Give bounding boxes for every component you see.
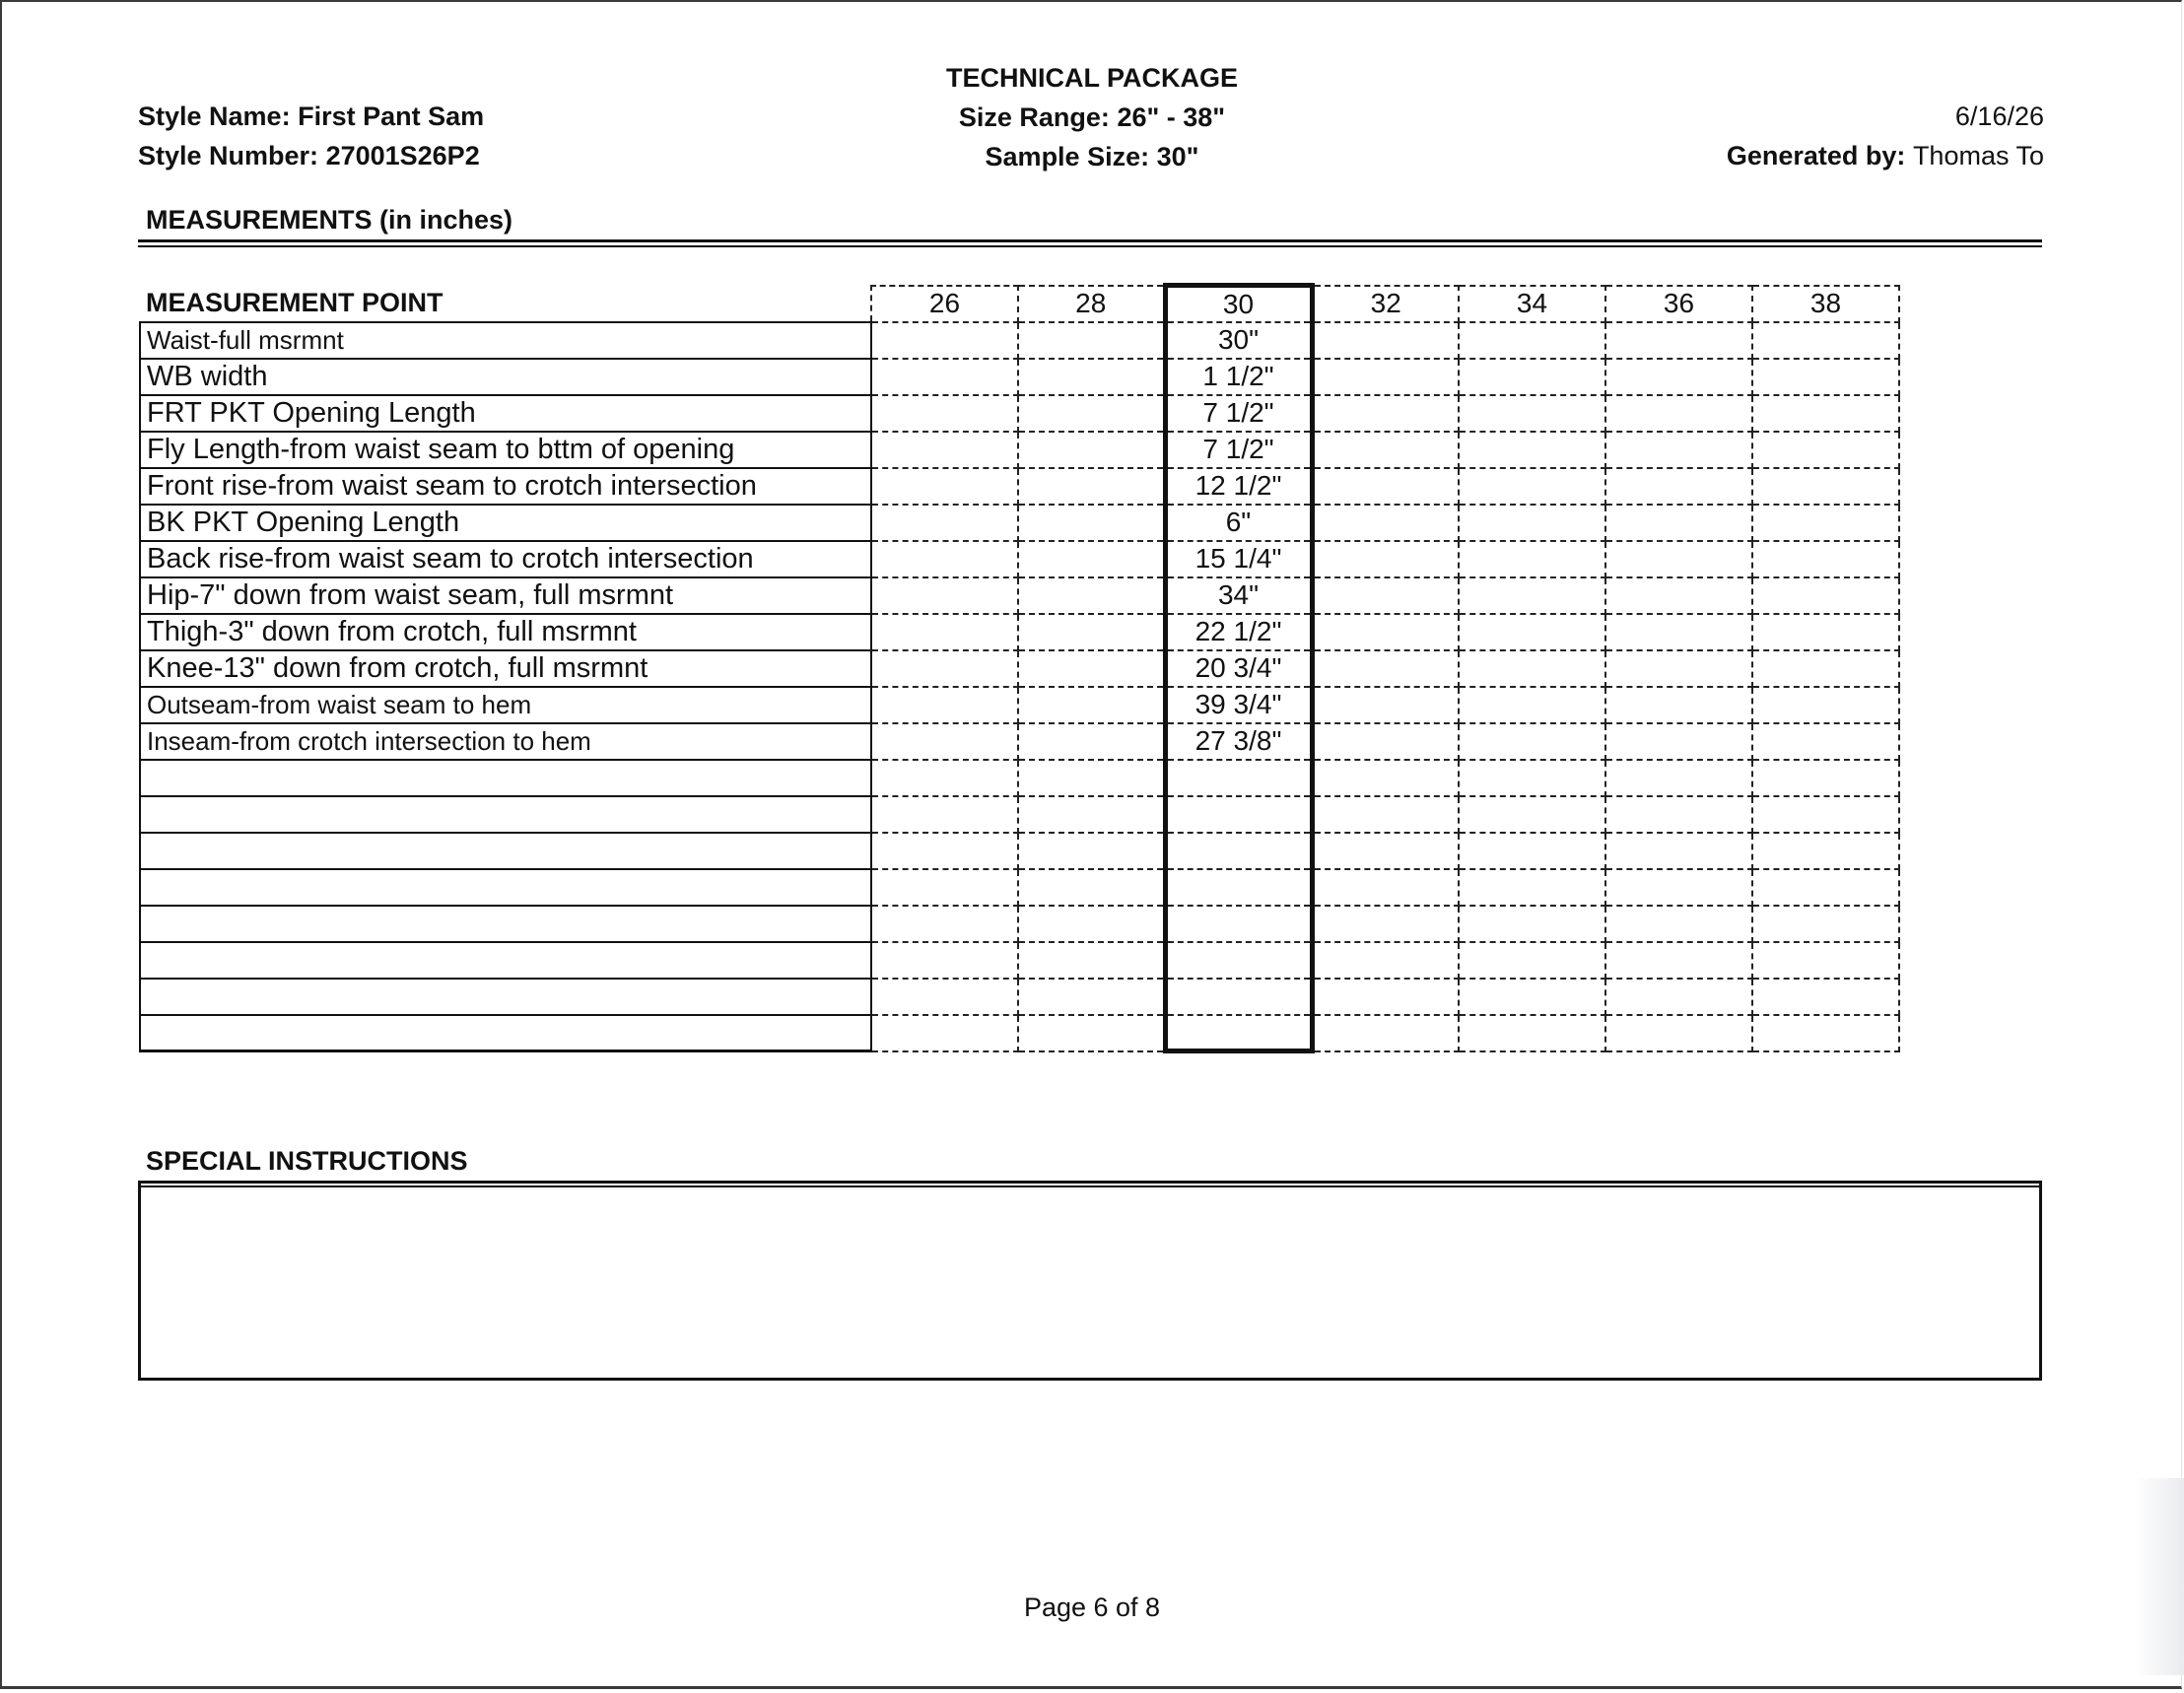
page-number: Page 6 of 8: [1023, 1592, 1161, 1622]
measurement-value-cell: [1312, 577, 1459, 614]
measurement-point-cell: [140, 833, 871, 869]
measurement-value-cell: [1459, 687, 1605, 723]
measurement-point-cell: Front rise-from waist seam to crotch intersection: [140, 468, 871, 505]
measurements-table: [139, 283, 1900, 1053]
measurement-value-cell: [1459, 359, 1605, 395]
measurement-value-cell: [1165, 942, 1312, 979]
table-row: [140, 650, 1899, 687]
size-header-26: 26: [871, 286, 1018, 322]
measurement-value-cell: [1312, 432, 1459, 468]
doc-title: TECHNICAL PACKAGE: [945, 63, 1238, 93]
measurement-value-cell: [1165, 833, 1312, 869]
measurement-value-cell: [1018, 322, 1165, 359]
size-header-28: 28: [1018, 286, 1165, 322]
measurement-value-cell: 20 3/4": [1165, 650, 1312, 687]
measurement-value-cell: [1018, 760, 1165, 796]
measurement-point-cell: Knee-13" down from crotch, full msrmnt: [140, 650, 871, 687]
measurement-value-cell: [1018, 432, 1165, 468]
measurement-value-cell: [1312, 906, 1459, 942]
sample-size-line: [796, 137, 1388, 176]
measurement-value-cell: [1312, 359, 1459, 395]
measurement-value-cell: [1312, 687, 1459, 723]
measurement-value-cell: [871, 979, 1018, 1015]
generation-info: [1727, 97, 2044, 175]
table-row: [140, 869, 1899, 906]
measurement-value-cell: [1459, 1015, 1605, 1051]
measurement-value-cell: 30": [1165, 322, 1312, 359]
measurement-value-cell: [1312, 869, 1459, 906]
measurement-value-cell: [1018, 650, 1165, 687]
measurement-value-cell: [1018, 505, 1165, 541]
measurement-value-cell: [871, 322, 1018, 359]
measurement-value-cell: [1752, 760, 1899, 796]
measurement-value-cell: [1459, 833, 1605, 869]
measurement-value-cell: [1605, 796, 1752, 833]
measurement-value-cell: 15 1/4": [1165, 541, 1312, 577]
special-instructions-box[interactable]: [138, 1181, 2042, 1381]
measurement-point-cell: [140, 979, 871, 1015]
measurement-point-cell: [140, 906, 871, 942]
measurement-value-cell: [1459, 322, 1605, 359]
table-row: [140, 614, 1899, 650]
measurement-point-cell: Thigh-3" down from crotch, full msrmnt: [140, 614, 871, 650]
table-header-row: [140, 286, 1899, 322]
measurement-value-cell: [1752, 723, 1899, 760]
measurement-value-cell: [1312, 395, 1459, 432]
measurement-value-cell: [1018, 395, 1165, 432]
generated-by-line: [1727, 136, 2044, 175]
measurement-value-cell: [1459, 468, 1605, 505]
measurement-value-cell: [1018, 723, 1165, 760]
table-row: [140, 505, 1899, 541]
style-number: 27001S26P2: [325, 141, 480, 170]
measurement-value-cell: [871, 723, 1018, 760]
measurement-value-cell: 34": [1165, 577, 1312, 614]
measurement-value-cell: [1459, 796, 1605, 833]
measurement-value-cell: [1605, 869, 1752, 906]
measurement-point-header: MEASUREMENT POINT: [146, 288, 444, 317]
measurement-value-cell: [1752, 1015, 1899, 1051]
section-divider: [138, 239, 2042, 247]
measurement-value-cell: [1752, 322, 1899, 359]
measurement-value-cell: [1752, 541, 1899, 577]
special-instructions-title: SPECIAL INSTRUCTIONS: [146, 1146, 468, 1176]
measurement-value-cell: [1165, 760, 1312, 796]
measurement-value-cell: [1459, 760, 1605, 796]
measurement-value-cell: [1312, 505, 1459, 541]
measurement-value-cell: [1312, 833, 1459, 869]
table-row: [140, 942, 1899, 979]
measurement-value-cell: [871, 869, 1018, 906]
measurement-value-cell: [1605, 468, 1752, 505]
measurement-value-cell: [1752, 942, 1899, 979]
measurement-value-cell: [871, 432, 1018, 468]
size-header-32: 32: [1312, 286, 1459, 322]
measurement-value-cell: [871, 906, 1018, 942]
measurement-value-cell: [1752, 796, 1899, 833]
measurement-value-cell: [1312, 979, 1459, 1015]
measurement-value-cell: [1605, 395, 1752, 432]
measurement-value-cell: [1605, 577, 1752, 614]
style-number-line: [138, 136, 484, 175]
measurement-value-cell: [1018, 577, 1165, 614]
measurement-value-cell: 6": [1165, 505, 1312, 541]
style-name-label: Style Name:: [138, 102, 291, 131]
measurement-value-cell: [1018, 468, 1165, 505]
measurement-point-cell: Hip-7" down from waist seam, full msrmnt: [140, 577, 871, 614]
size-range: 26" - 38": [1117, 102, 1226, 132]
table-row: [140, 760, 1899, 796]
measurement-value-cell: [871, 650, 1018, 687]
measurement-point-cell: WB width: [140, 359, 871, 395]
measurement-value-cell: [1312, 468, 1459, 505]
measurement-value-cell: [871, 577, 1018, 614]
measurement-value-cell: [1752, 505, 1899, 541]
style-number-label: Style Number:: [138, 141, 319, 170]
measurement-point-cell: [140, 869, 871, 906]
measurement-value-cell: [1018, 942, 1165, 979]
measurement-value-cell: 12 1/2": [1165, 468, 1312, 505]
measurement-value-cell: [1459, 395, 1605, 432]
table-row: [140, 322, 1899, 359]
measurement-value-cell: [1605, 942, 1752, 979]
measurement-value-cell: [871, 942, 1018, 979]
measurement-value-cell: [871, 687, 1018, 723]
measurement-value-cell: [1312, 322, 1459, 359]
measurement-point-cell: Outseam-from waist seam to hem: [140, 687, 871, 723]
doc-heading: [796, 58, 1388, 176]
measurement-value-cell: [1459, 505, 1605, 541]
measurement-value-cell: [1459, 979, 1605, 1015]
measurement-value-cell: [1752, 979, 1899, 1015]
measurement-value-cell: [1752, 687, 1899, 723]
sample-size-label: Sample Size:: [985, 142, 1150, 171]
measurement-value-cell: [1605, 614, 1752, 650]
table-row: [140, 1015, 1899, 1051]
measurement-value-cell: [871, 1015, 1018, 1051]
measurements-section-title: MEASUREMENTS (in inches): [146, 205, 513, 235]
measurement-value-cell: [871, 359, 1018, 395]
measurement-value-cell: [1165, 979, 1312, 1015]
measurement-value-cell: [1605, 979, 1752, 1015]
measurement-point-cell: Waist-full msrmnt: [140, 322, 871, 359]
measurement-value-cell: [871, 541, 1018, 577]
measurement-value-cell: [1459, 577, 1605, 614]
measurement-value-cell: [1312, 723, 1459, 760]
measurement-value-cell: [1752, 577, 1899, 614]
style-info: [138, 97, 484, 175]
table-row: [140, 687, 1899, 723]
table-row: [140, 541, 1899, 577]
measurement-value-cell: [1752, 468, 1899, 505]
measurement-value-cell: [1312, 614, 1459, 650]
measurement-value-cell: [1752, 833, 1899, 869]
measurement-value-cell: [1018, 614, 1165, 650]
measurement-value-cell: [1752, 614, 1899, 650]
measurement-value-cell: [1459, 942, 1605, 979]
measurement-value-cell: [1165, 869, 1312, 906]
measurement-value-cell: [1605, 687, 1752, 723]
measurement-value-cell: [1312, 1015, 1459, 1051]
measurement-value-cell: [1605, 541, 1752, 577]
measurement-value-cell: [1018, 869, 1165, 906]
size-header-38: 38: [1752, 286, 1899, 322]
measurement-value-cell: [1752, 395, 1899, 432]
doc-date: 6/16/26: [1954, 102, 2044, 131]
table-row: [140, 833, 1899, 869]
measurement-value-cell: [1605, 505, 1752, 541]
measurement-value-cell: [1018, 796, 1165, 833]
size-range-line: [796, 98, 1388, 137]
measurement-value-cell: [871, 760, 1018, 796]
measurement-value-cell: [1459, 869, 1605, 906]
measurement-value-cell: [1605, 1015, 1752, 1051]
measurement-value-cell: [1752, 869, 1899, 906]
measurement-value-cell: [1605, 760, 1752, 796]
measurement-value-cell: [1605, 432, 1752, 468]
table-row: [140, 796, 1899, 833]
measurement-value-cell: [1165, 1015, 1312, 1051]
measurement-value-cell: [1459, 614, 1605, 650]
measurement-value-cell: [1312, 942, 1459, 979]
measurement-point-cell: [140, 942, 871, 979]
table-row: [140, 723, 1899, 760]
measurement-value-cell: [871, 468, 1018, 505]
measurement-point-cell: Back rise-from waist seam to crotch intersection: [140, 541, 871, 577]
measurement-value-cell: [1165, 906, 1312, 942]
measurement-point-cell: [140, 760, 871, 796]
measurement-value-cell: 1 1/2": [1165, 359, 1312, 395]
table-row: [140, 359, 1899, 395]
measurement-value-cell: [1459, 541, 1605, 577]
measurement-value-cell: [871, 505, 1018, 541]
generated-by: Thomas To: [1912, 141, 2044, 170]
sample-size: 30": [1156, 142, 1199, 171]
size-header-30-sample: 30: [1165, 286, 1312, 322]
measurement-value-cell: 7 1/2": [1165, 395, 1312, 432]
table-row: [140, 577, 1899, 614]
measurement-value-cell: [1605, 650, 1752, 687]
measurement-value-cell: [1018, 359, 1165, 395]
measurement-value-cell: [1018, 1015, 1165, 1051]
measurement-value-cell: [1165, 796, 1312, 833]
measurement-point-cell: Fly Length-from waist seam to bttm of opening: [140, 432, 871, 468]
style-name-line: [138, 97, 484, 136]
measurement-value-cell: [1312, 760, 1459, 796]
measurement-value-cell: [1752, 650, 1899, 687]
measurement-value-cell: [1459, 650, 1605, 687]
measurement-value-cell: [871, 395, 1018, 432]
measurement-point-cell: [140, 1015, 871, 1051]
measurement-point-cell: FRT PKT Opening Length: [140, 395, 871, 432]
size-header-36: 36: [1605, 286, 1752, 322]
measurement-value-cell: [1605, 723, 1752, 760]
measurement-value-cell: [871, 796, 1018, 833]
measurement-point-cell: BK PKT Opening Length: [140, 505, 871, 541]
table-row: [140, 432, 1899, 468]
measurement-value-cell: 7 1/2": [1165, 432, 1312, 468]
measurement-value-cell: [1018, 541, 1165, 577]
measurement-value-cell: [1018, 979, 1165, 1015]
table-row: [140, 979, 1899, 1015]
measurement-value-cell: [1459, 906, 1605, 942]
generated-by-label: Generated by:: [1726, 141, 1906, 170]
measurement-value-cell: [1018, 833, 1165, 869]
measurement-value-cell: 27 3/8": [1165, 723, 1312, 760]
measurement-value-cell: [1018, 906, 1165, 942]
size-range-label: Size Range:: [958, 102, 1110, 132]
measurement-value-cell: [1752, 432, 1899, 468]
measurement-value-cell: [1605, 906, 1752, 942]
size-header-34: 34: [1459, 286, 1605, 322]
measurement-value-cell: [1018, 687, 1165, 723]
measurement-value-cell: [871, 833, 1018, 869]
measurement-value-cell: [1459, 723, 1605, 760]
measurement-value-cell: 22 1/2": [1165, 614, 1312, 650]
measurement-value-cell: [871, 614, 1018, 650]
measurement-value-cell: 39 3/4": [1165, 687, 1312, 723]
measurement-value-cell: [1752, 906, 1899, 942]
measurement-value-cell: [1752, 359, 1899, 395]
measurement-point-cell: [140, 796, 871, 833]
measurement-value-cell: [1312, 796, 1459, 833]
measurement-value-cell: [1459, 432, 1605, 468]
measurement-value-cell: [1312, 650, 1459, 687]
measurement-value-cell: [1605, 833, 1752, 869]
page-corner-shadow: [2135, 1478, 2184, 1675]
measurement-value-cell: [1605, 359, 1752, 395]
measurement-value-cell: [1605, 322, 1752, 359]
measurement-value-cell: [1312, 541, 1459, 577]
table-row: [140, 468, 1899, 505]
measurement-point-cell: Inseam-from crotch intersection to hem: [140, 723, 871, 760]
table-row: [140, 906, 1899, 942]
table-row: [140, 395, 1899, 432]
style-name: First Pant Sam: [298, 102, 485, 131]
